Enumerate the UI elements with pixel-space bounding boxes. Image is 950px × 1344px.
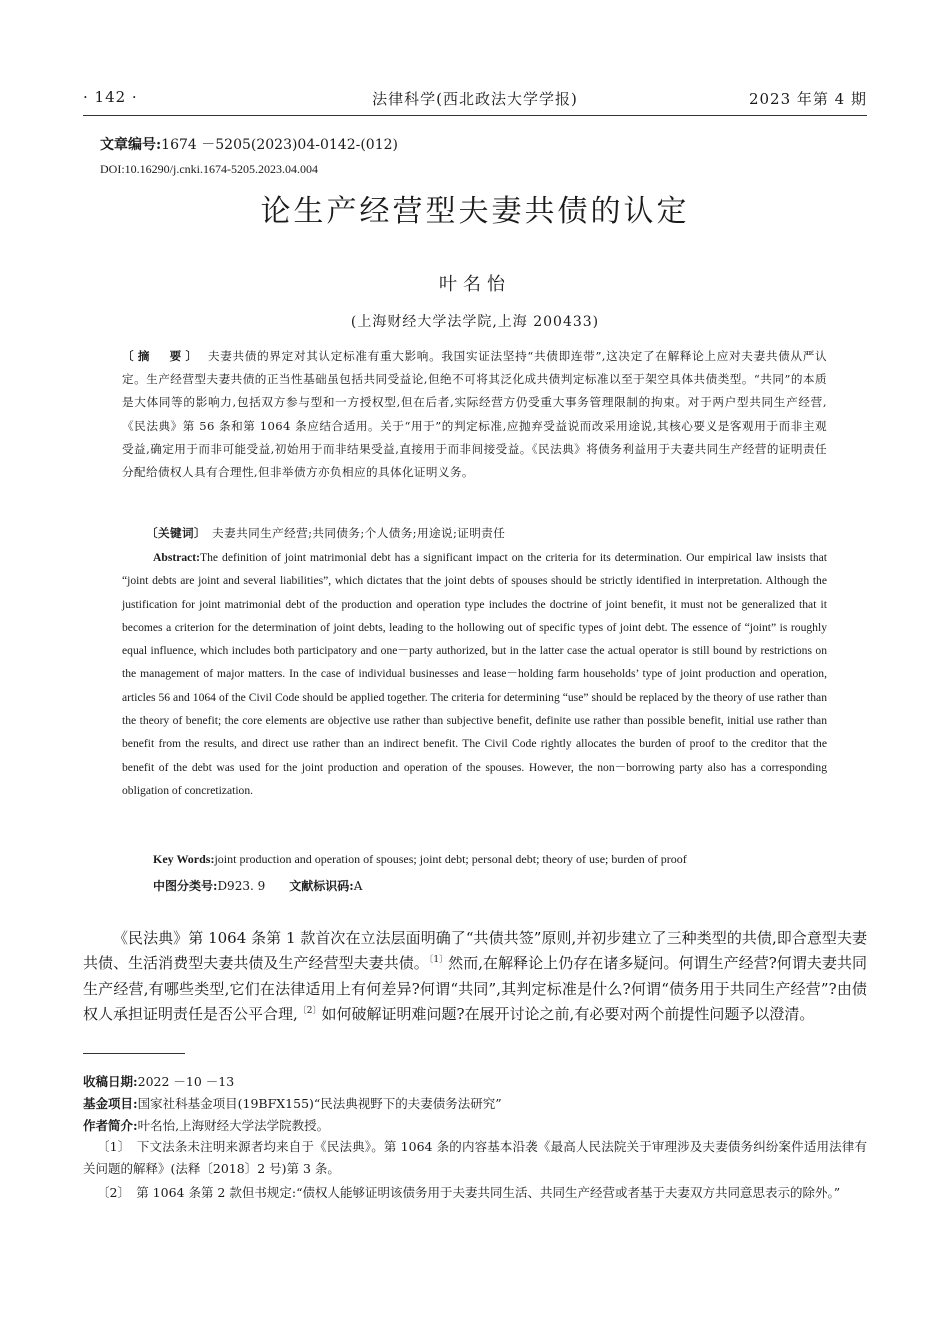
author-bio [83, 1116, 329, 1134]
article-title: 论生产经营型夫妻共债的认定 [260, 194, 690, 229]
body-text-1: 《民法典》第 1064 条第 1 款首次在立法层面明确了“共债共签”原则,并初步建立了三种类型的共债,即合意型夫妻共债、生活消费型夫妻共债及生产经营型夫妻共债。 [83, 929, 867, 973]
abstract-chinese-text: 夫妻共债的界定对其认定标准有重大影响。我国实证法坚持“共债即连带”,这决定了在解释论上应对夫妻共债从严认定。生产经营型夫妻共债的正当性基础虽包括共同受益论,但绝不可将其泛化成共债判定标准以至于架空具体共债类型。“共同”的本质是大体同等的影响力,包括双方参与型和一方授权型,但在后者,实际经营方仍受重大事务管理限制的拘束。对于两户型共同生产经营,《民法典》第 56 条和第 1064 条应结合适用。关于“用于”的判定标准,应抛弃受益说而改采用途说,其核心要义是客观用于而非主观受益,确定用于而非可能受益,初始用于而非结果受益,直接用于而非间接受益。《民法典》将债务利益用于夫妻共同生产经营的证明责任分配给债权人具有合理性,但非举债方亦负相应的具体化证明义务。 [122, 349, 828, 480]
received-date-value: 2022 －10 －13 [137, 1074, 235, 1089]
author-affiliation: (上海财经大学法学院,上海 200433) [350, 314, 600, 330]
keywords-chinese [146, 525, 505, 541]
abstract-chinese [122, 345, 827, 484]
doi: DOI:10.16290/j.cnki.1674-5205.2023.04.004 [100, 162, 318, 176]
issue-label: 2023 年第 4 期 [748, 90, 867, 108]
fund-project [83, 1094, 502, 1112]
running-header [83, 88, 867, 112]
keywords-chinese-text: 夫妻共同生产经营;共同债务;个人债务;用途说;证明责任 [212, 526, 506, 540]
keywords-english-text: joint production and operation of spouses; joint debt; personal debt; theory of use; burden of proof [214, 852, 687, 866]
received-date-label: 收稿日期: [83, 1074, 138, 1089]
footnote-1: 〔1〕 下文法条未注明来源者均来自于《民法典》。第 1064 条的内容基本沿袭《最高人民法院关于审理涉及夫妻债务纠纷案件适用法律有关问题的解释》(法释〔2018〕2 号)第 3 条。 [83, 1139, 867, 1176]
classification-line [153, 877, 362, 894]
footnote-2: 〔2〕 第 1064 条第 2 款但书规定:“债权人能够证明该债务用于夫妻共同生活、共同生产经营或者基于夫妻双方共同意思表示的除外。” [97, 1185, 841, 1200]
author-name: 叶名怡 [439, 274, 511, 295]
abstract-english-label: Abstract: [153, 551, 201, 564]
abstract-english-text: The definition of joint matrimonial debt has a significant impact on the criteria for its determination. Our empirical law insists that “joint debts are joint and several liabilities”, which dictates that the joint debts of spouses should be strictly identified in interpretation. Although the justification for joint matrimonial debt of the production and operation type includes the doctrine of joint benefit, it must not be generalized that it becomes a criterion for the determination of joint debts, leading to the hollowing out of specific types of joint debt. The essence of “joint” is roughly equal influence, which includes both participatory and one－party authorized, but in the latter case the actual operator is still bound by restrictions on the management of major matters. In the case of individual businesses and lease－holding farm households’ type of joint production and operation, articles 56 and 1064 of the Civil Code should be applied together. The criteria for determining “use” should be replaced by the theory of use rather than the theory of benefit; the core elements are objective use rather than subjective benefit, definite use rather than possible benefit, initial use rather than benefit from the results, and direct use rather than an indirect benefit. The Civil Code rightly allocates the burden of proof to the creditor that the benefit of the debt was used for the joint production and operation of the spouses. However, the non－borrowing party also has a corresponding obligation of concretization. [122, 551, 827, 797]
abstract-chinese-label: 〔摘 要〕 [122, 349, 196, 363]
footnote-ref-1[interactable]: 〔1〕 [428, 955, 449, 966]
article-number [100, 134, 398, 154]
keywords-english-label: Key Words: [153, 852, 215, 866]
clc-value: D923. 9 [217, 879, 266, 893]
journal-name: 法律科学(西北政法大学学报) [372, 90, 578, 108]
page-number: · 142 · [83, 88, 138, 106]
document-code-value: A [353, 879, 363, 893]
footnote-ref-2[interactable]: 〔2〕 [297, 1006, 322, 1017]
footnote-rule [83, 1053, 185, 1054]
header-rule [83, 115, 867, 116]
author-bio-value: 叶名怡,上海财经大学法学院教授。 [137, 1118, 330, 1133]
fund-project-label: 基金项目: [83, 1096, 138, 1111]
fund-project-value: 国家社科基金项目(19BFX155)“民法典视野下的夫妻债务法研究” [137, 1096, 502, 1111]
clc-label: 中图分类号: [153, 879, 218, 893]
body-text-2: 然而,在解释论上仍存在诸多疑问。何谓生产经营?何谓夫妻共同生产经营,有哪些类型,它们在法律适用上有何差异?何谓“共同”,其判定标准是什么?何谓“债务用于共同生产经营”?由债权人承担证明责任是否公平合理, [83, 954, 867, 1024]
keywords-chinese-label: 〔关键词〕 [146, 526, 201, 540]
abstract-english [122, 546, 827, 802]
body-text-3: 如何破解证明难问题?在展开讨论之前,有必要对两个前提性问题予以澄清。 [321, 1005, 815, 1024]
body-paragraph [83, 926, 867, 1028]
received-date [83, 1072, 234, 1090]
article-number-value: 1674 －5205(2023)04-0142-(012) [161, 137, 398, 153]
document-code-label: 文献标识码: [289, 879, 354, 893]
keywords-english [153, 852, 687, 867]
author-bio-label: 作者简介: [83, 1118, 138, 1133]
article-number-label: 文章编号: [100, 137, 162, 153]
